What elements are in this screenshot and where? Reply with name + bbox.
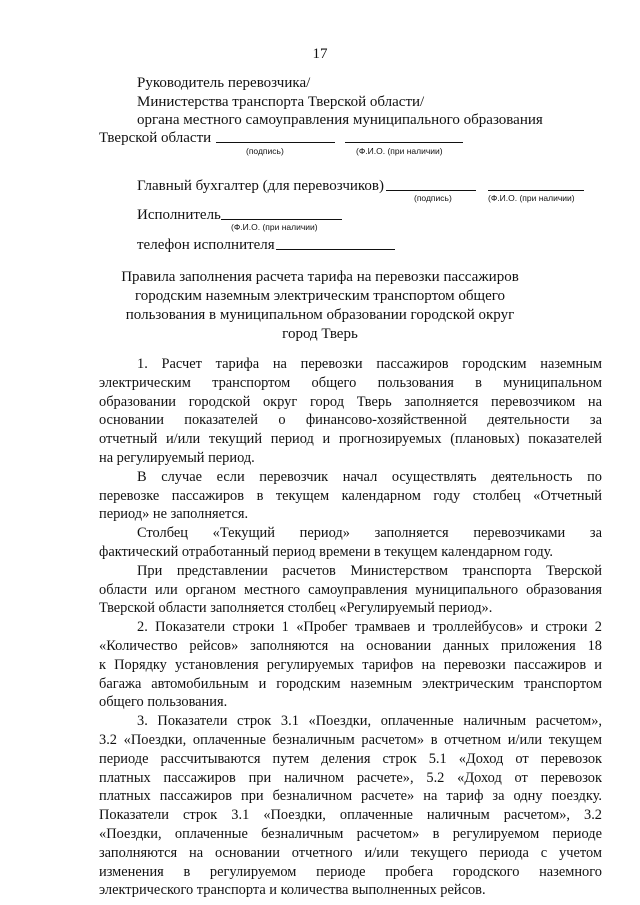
- executor-label: Исполнитель: [137, 207, 221, 223]
- accountant-label: Главный бухгалтер (для перевозчиков): [137, 178, 384, 194]
- title-line-2: городским наземным электрическим транспортом общего: [134, 288, 506, 304]
- head-line-4: Тверской области: [99, 130, 212, 146]
- signature-line-head: [216, 142, 335, 143]
- body-line: Тверской области заполняется столбец «Регулируемый период».: [99, 600, 493, 617]
- head-line-3: органа местного самоуправления муниципального образования: [137, 112, 543, 128]
- fio-line-head: [345, 142, 463, 143]
- body-line: платных пассажиров при безналичном расчете» на тариф за одну поездку.: [99, 788, 602, 805]
- caption-signature-accountant: (подпись): [414, 193, 452, 203]
- head-line-2: Министерства транспорта Тверской области/: [137, 94, 425, 110]
- title-line-1: Правила заполнения расчета тарифа на перевозки пассажиров: [121, 269, 519, 285]
- body-line: области или органом местного самоуправления муниципального образования: [99, 581, 602, 598]
- fio-line-accountant: [488, 190, 584, 191]
- caption-signature-head: (подпись): [246, 146, 284, 156]
- page-number: 17: [312, 46, 328, 62]
- body-line: багажа автомобильным и городским наземным электрическим транспортом: [99, 675, 602, 692]
- body-line: «Поездки, оплаченные безналичным расчетом» в регулируемом периоде: [99, 826, 602, 842]
- caption-fio-executor: (Ф.И.О. (при наличии): [231, 222, 318, 232]
- body-line: 2. Показатели строки 1 «Пробег трамваев и троллейбусов» и строки 2: [137, 619, 602, 636]
- head-line-1: Руководитель перевозчика/: [137, 75, 311, 91]
- body-line: общего пользования.: [99, 694, 228, 711]
- body-line: платных пассажиров при наличном расчете», 5.2 «Доход от перевозок: [99, 769, 602, 786]
- phone-line: [276, 249, 395, 250]
- phone-label: телефон исполнителя: [137, 237, 275, 253]
- signature-line-accountant: [386, 190, 476, 191]
- body-line: основании показателей о финансово-хозяйственной деятельности за: [99, 412, 602, 429]
- body-line: перевозке пассажиров в текущем календарном году столбец «Отчетный: [99, 487, 602, 504]
- caption-fio-head: (Ф.И.О. (при наличии): [356, 146, 443, 156]
- body-line: периоде рассчитываются путем деления строк 5.1 «Доход от перевозок: [99, 750, 602, 767]
- executor-line: [221, 219, 342, 220]
- body-line: период» не заполняется.: [99, 506, 249, 523]
- body-line: Показатели строк 3.1 «Поездки, оплаченные наличным расчетом», 3.2: [99, 807, 602, 824]
- title-line-4: город Тверь: [282, 326, 358, 342]
- title-line-3: пользования в муниципальном образовании городской округ: [125, 307, 515, 323]
- body-line: фактический отработанный период времени в текущем календарном году.: [99, 544, 554, 560]
- body-line: В случае если перевозчик начал осуществлять деятельность по: [137, 468, 602, 485]
- body-line: электрического транспорта и количества выполненных рейсов.: [99, 882, 486, 899]
- body-line: электрическим транспортом общего пользования в муниципальном: [99, 374, 602, 391]
- body-line: изменения в регулируемом периоде пробега городского наземного: [99, 863, 602, 880]
- body-line: При представлении расчетов Министерством транспорта Тверской: [137, 562, 602, 579]
- body-line: 3.2 «Поездки, оплаченные безналичным расчетом» в отчетном и/или текущем: [99, 732, 602, 748]
- body-line: заполняются на основании отчетного и/или текущего периода с учетом: [99, 844, 602, 861]
- body-line: «Количество рейсов» заполняются на основании данных приложения 18: [99, 638, 602, 654]
- body-line: образовании городской округ город Тверь заполняется перевозчиком на: [99, 393, 602, 410]
- body-line: отчетный и/или текущий период и прогнозируемых (плановых) показателей: [99, 431, 602, 448]
- body-line: к Порядку установления регулируемых тарифов на перевозки пассажиров и: [99, 656, 602, 673]
- body-line: на регулируемый период.: [99, 450, 255, 466]
- body-line: 1. Расчет тарифа на перевозки пассажиров городским наземным: [137, 356, 602, 372]
- body-line: 3. Показатели строк 3.1 «Поездки, оплаченные наличным расчетом»,: [137, 713, 602, 730]
- caption-fio-accountant: (Ф.И.О. (при наличии): [488, 193, 575, 203]
- body-line: Столбец «Текущий период» заполняется перевозчиками за: [137, 525, 602, 542]
